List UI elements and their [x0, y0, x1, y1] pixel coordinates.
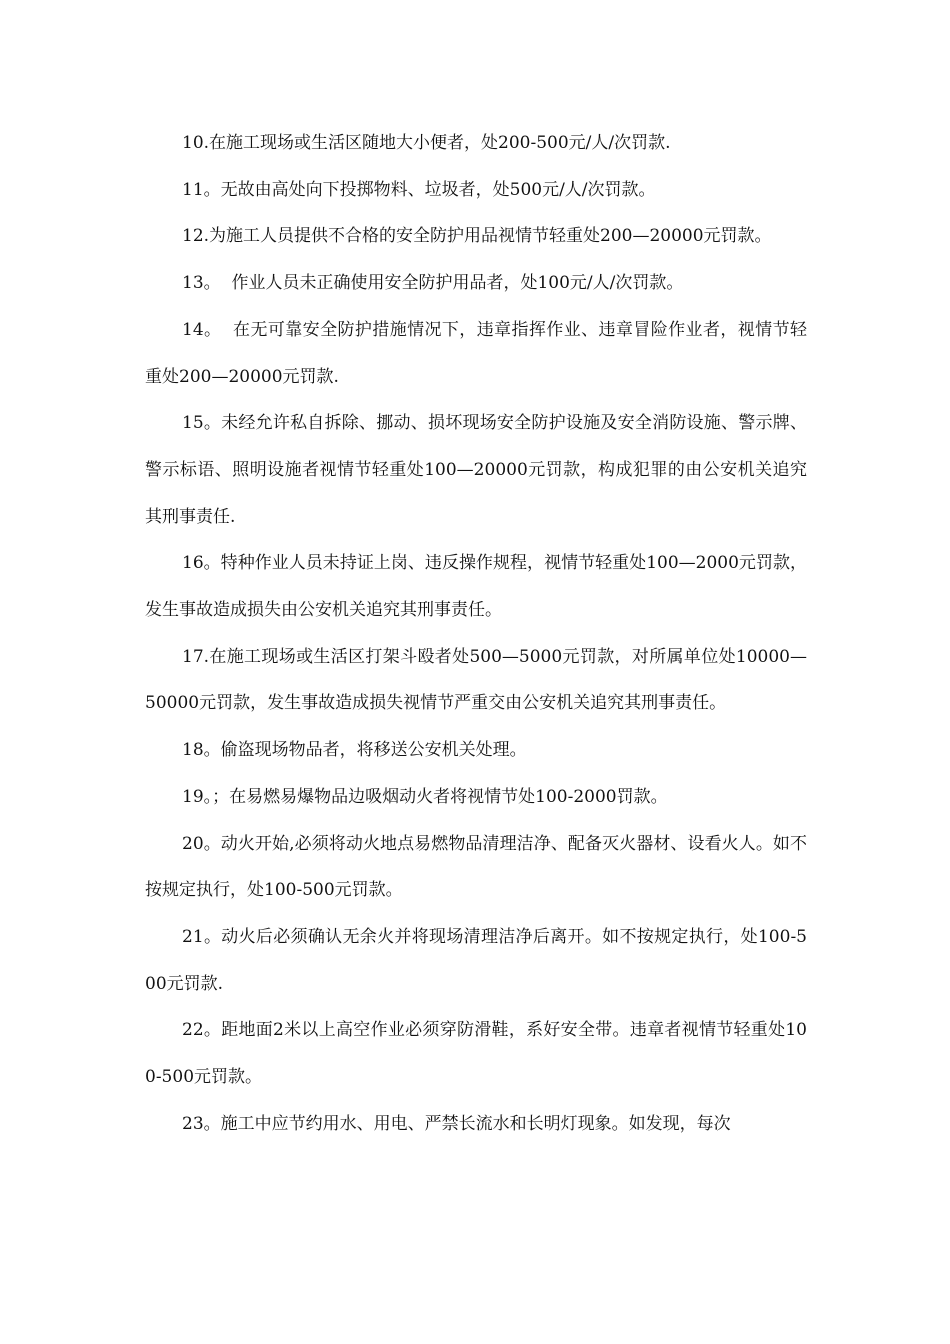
paragraph-20: 20。动火开始,必须将动火地点易燃物品清理洁净、配备灭火器材、设看火人。如不按规定执行，处100-500元罚款。 — [145, 833, 807, 901]
document-body — [145, 120, 807, 1147]
paragraph-22: 22。距地面2米以上高空作业必须穿防滑鞋，系好安全带。违章者视情节轻重处100-500元罚款。 — [145, 1020, 807, 1088]
paragraph-10: 10.在施工现场或生活区随地大小便者，处200-500元/人/次罚款. — [182, 133, 671, 153]
paragraph-23: 23。施工中应节约用水、用电、严禁长流水和长明灯现象。如发现，每次 — [182, 1113, 731, 1134]
paragraph-16: 16。特种作业人员未持证上岗、违反操作规程，视情节轻重处100—2000元罚款，发生事故造成损失由公安机关追究其刑事责任。 — [145, 553, 807, 621]
paragraph-19: 19。；在易燃易爆物品边吸烟动火者将视情节处100-2000罚款。 — [182, 786, 668, 807]
paragraph-14: 14。 在无可靠安全防护措施情况下，违章指挥作业、违章冒险作业者，视情节轻重处200—20000元罚款. — [145, 319, 807, 387]
paragraph-12: 12.为施工人员提供不合格的安全防护用品视情节轻重处200—20000元罚款。 — [182, 226, 772, 247]
paragraph-21: 21。动火后必须确认无余火并将现场清理洁净后离开。如不按规定执行，处100-500元罚款. — [145, 926, 807, 994]
paragraph-13: 13。 作业人员未正确使用安全防护用品者，处100元/人/次罚款。 — [182, 273, 684, 294]
paragraph-18: 18。偷盗现场物品者，将移送公安机关处理。 — [182, 740, 527, 761]
paragraph-17: 17.在施工现场或生活区打架斗殴者处500—5000元罚款，对所属单位处10000—50000元罚款，发生事故造成损失视情节严重交由公安机关追究其刑事责任。 — [145, 646, 807, 714]
paragraph-11: 11。无故由高处向下投掷物料、垃圾者，处500元/人/次罚款。 — [182, 179, 656, 200]
paragraph-15: 15。未经允许私自拆除、挪动、损坏现场安全防护设施及安全消防设施、警示牌、警示标语、照明设施者视情节轻重处100—20000元罚款，构成犯罪的由公安机关追究其刑事责任. — [145, 413, 807, 527]
